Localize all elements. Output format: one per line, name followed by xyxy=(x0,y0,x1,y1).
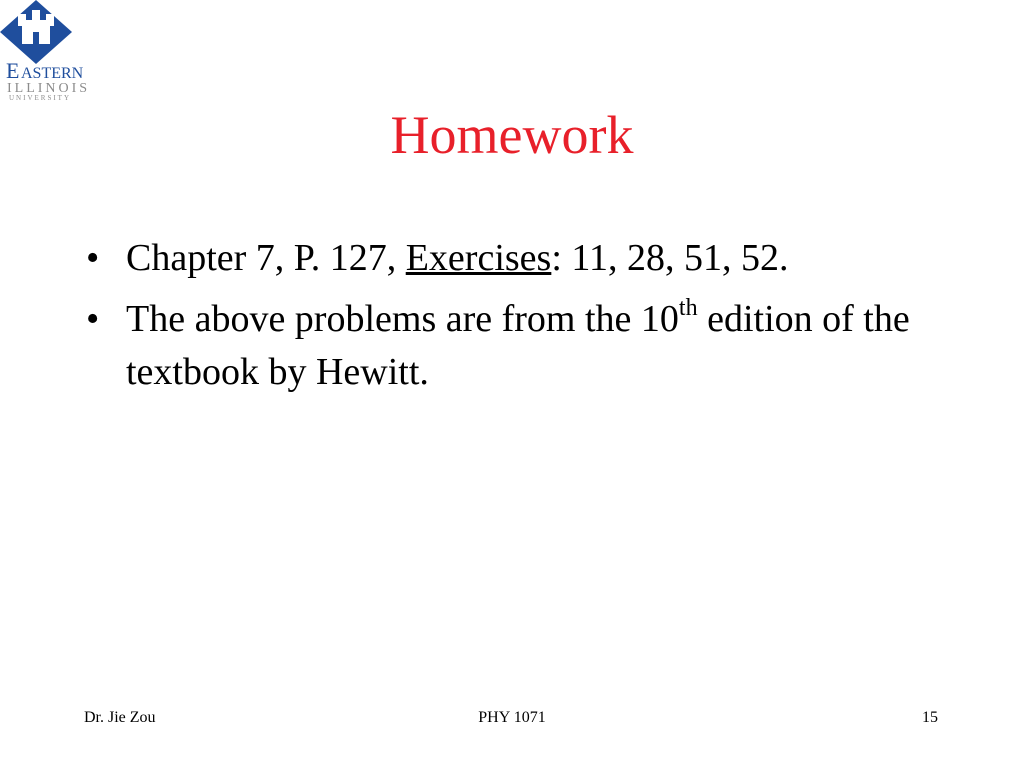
footer-author: Dr. Jie Zou xyxy=(84,709,156,726)
footer-slide-number: 15 xyxy=(922,709,938,726)
ordinal-superscript: th xyxy=(678,295,698,322)
bullet-list xyxy=(86,232,966,407)
bullet-item-homework-assignment xyxy=(86,232,966,285)
bullet-marker: • xyxy=(86,298,100,340)
exercises-underlined-text: Exercises xyxy=(405,237,552,279)
svg-text:ASTERN: ASTERN xyxy=(21,65,84,82)
bullet-text-start: Chapter 7, P. 127, xyxy=(126,237,406,279)
bullet-text-start: The above problems are from the 10 xyxy=(126,298,679,340)
svg-text:ILLINOIS: ILLINOIS xyxy=(7,81,91,96)
svg-text:UNIVERSITY: UNIVERSITY xyxy=(9,94,71,102)
svg-text:E: E xyxy=(6,58,20,83)
bullet-marker: • xyxy=(86,237,100,279)
bullet-text-end: : 11, 28, 51, 52. xyxy=(551,237,789,279)
eastern-illinois-university-logo xyxy=(0,0,106,104)
bullet-item-textbook-note xyxy=(86,293,966,399)
slide-title: Homework xyxy=(390,105,634,165)
footer-course: PHY 1071 xyxy=(478,709,546,726)
bullet-text-end: edition of the textbook by Hewitt. xyxy=(126,298,910,393)
